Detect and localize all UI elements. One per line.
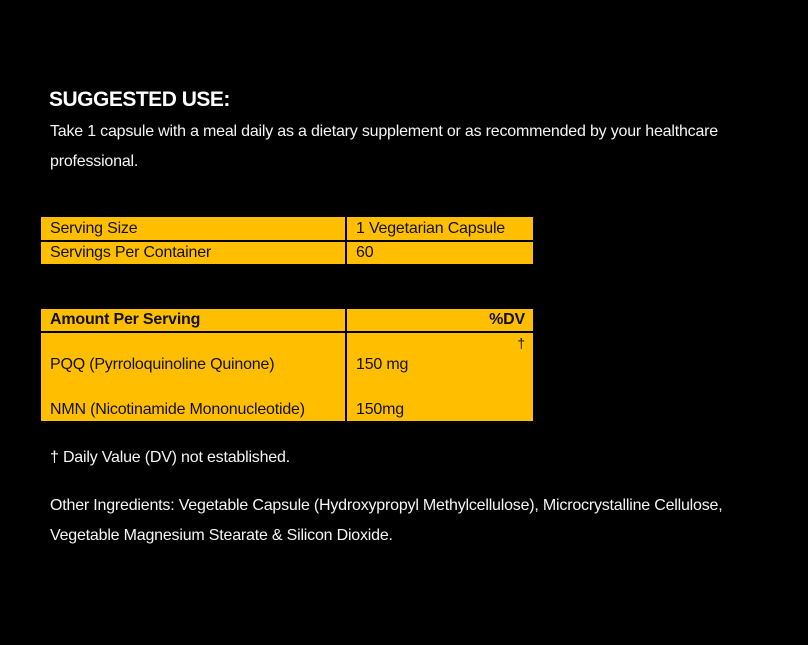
other-ingredients-text: Other Ingredients: Vegetable Capsule (Hydroxypropyl Methylcellulose), Microcrystalline Cellulose, Vegetable Magnesium Stearate & Silicon Dioxide. <box>50 497 723 544</box>
servings-per-container-label: Servings Per Container <box>41 242 345 264</box>
serving-size-value: 1 Vegetarian Capsule <box>347 217 533 240</box>
daily-value-footnote: † Daily Value (DV) not established. <box>50 449 290 466</box>
supplement-facts-table <box>41 309 533 421</box>
percent-dv-header: %DV <box>347 309 533 331</box>
serving-size-label: Serving Size <box>41 217 345 240</box>
ingredient-nmn-amount: 150mg <box>356 401 404 418</box>
amount-per-serving-header: Amount Per Serving <box>41 309 345 331</box>
ingredient-names-cell <box>41 333 345 421</box>
servings-per-container-value: 60 <box>347 242 533 264</box>
ingredient-amounts-cell <box>347 333 533 421</box>
ingredient-pqq-name: PQQ (Pyrroloquinoline Quinone) <box>50 356 275 373</box>
dv-dagger-symbol: † <box>517 335 525 351</box>
suggested-use-heading: SUGGESTED USE: <box>49 88 230 111</box>
suggested-use-text: Take 1 capsule with a meal daily as a dietary supplement or as recommended by your healthcare professional. <box>50 123 718 170</box>
ingredient-pqq-amount: 150 mg <box>356 356 409 373</box>
ingredient-nmn-name: NMN (Nicotinamide Mononucleotide) <box>50 401 305 418</box>
serving-info-table <box>41 217 533 264</box>
